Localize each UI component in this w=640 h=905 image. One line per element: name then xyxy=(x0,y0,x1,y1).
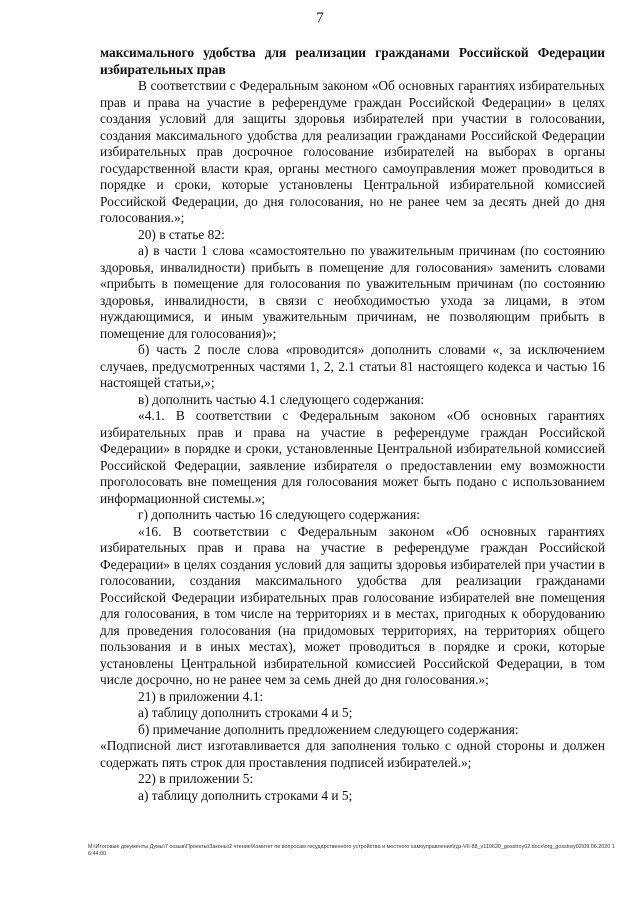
paragraph: а) таблицу дополнить строками 4 и 5; xyxy=(138,705,353,720)
paragraph: а) таблицу дополнить строками 4 и 5; xyxy=(138,787,353,803)
paragraph: «Подписной лист изготавливается для заполнения только с одной стороны и должен содержать пять строк для проставления подписей избирателей.»; xyxy=(100,738,605,770)
paragraph: а) в части 1 слова «самостоятельно по уважительным причинам (по состоянию здоровья, инвалидности) прибыть в помещение для голосования» заменить словами «прибыть в помещение для голосования по уважительным причинам (по состоянию здоровья, инвалидности, в связи с необходимостью ухода за лицами, в этом нуждающимися, и иным уважительным причинам, не позволяющим прибыть в помещение для голосования)»; xyxy=(100,243,605,341)
document-body xyxy=(100,45,605,804)
paragraph: б) часть 2 после слова «проводится» дополнить словами «, за исключением случаев, предусмотренных частями 1, 2, 2.1 статьи 81 настоящего кодекса и частью 16 настоящей статьи,»; xyxy=(100,342,605,390)
paragraph: 21) в приложении 4.1: xyxy=(138,688,264,704)
paragraph: в) дополнить частью 4.1 следующего содержания: xyxy=(138,391,425,407)
paragraph: 20) в статье 82: xyxy=(138,226,225,242)
footer-file-path: M:\Итоговые документы Думы\7 созыв\Проекты\Законы\2 чтение\Комитет по вопросам государственного устройства и местного самоуправления\гдз-VII-88_v110620_gosstroy02.docx\org_gosstroy02\09.06.2020 16:44:00 xyxy=(88,844,615,857)
paragraph: г) дополнить частью 16 следующего содержания: xyxy=(138,507,420,522)
paragraph: «16. В соответствии с Федеральным законом «Об основных гарантиях избирательных прав и права на участие в референдуме граждан Российской Федерации» в целях создания условий для защиты здоровья избирателей при участии в голосовании, создания максимального удобства для реализации гражданами Российской Федерации избирательных прав голосование избирателей вне помещения для голосования, в том числе на территориях и в местах, пригодных к оборудованию для проведения голосования (на придомовых территориях, на территориях общего пользования и в иных местах), может проводиться в порядке и сроки, которые установлены Центральной избирательной комиссией Российской Федерации, в том числе досрочно, но не ранее чем за семь дней до дня голосования.»; xyxy=(100,523,605,687)
paragraph-heading-continuation: максимального удобства для реализации гражданами Российской Федерации избирательных прав xyxy=(100,45,605,77)
paragraph: 22) в приложении 5: xyxy=(138,771,254,786)
paragraph: «4.1. В соответствии с Федеральным законом «Об основных гарантиях избирательных прав и права на участие в референдуме граждан Российской Федерации» в порядке и сроки, установленные Центральной избирательной комиссией Российской Федерации, заявление избирателя о предоставлении ему возможности проголосовать вне помещения для голосования может быть подано с использованием информационной системы.»; xyxy=(100,408,605,506)
page-number: 7 xyxy=(316,10,324,26)
paragraph: б) примечание дополнить предложением следующего содержания: xyxy=(138,721,519,737)
paragraph: В соответствии с Федеральным законом «Об основных гарантиях избирательных прав и права на участие в референдуме граждан Российской Федерации» в целях создания условий для защиты здоровья избирателей при участии в голосовании, создания максимального удобства для реализации гражданами Российской Федерации избирательных прав досрочное голосование избирателей на выборах в органы государственной власти края, органы местного самоуправления может проводиться в порядке и сроки, которые установлены Центральной избирательной комиссией Российской Федерации, до дня голосования, но не ранее чем за десять дней до дня голосования.»; xyxy=(100,78,605,225)
